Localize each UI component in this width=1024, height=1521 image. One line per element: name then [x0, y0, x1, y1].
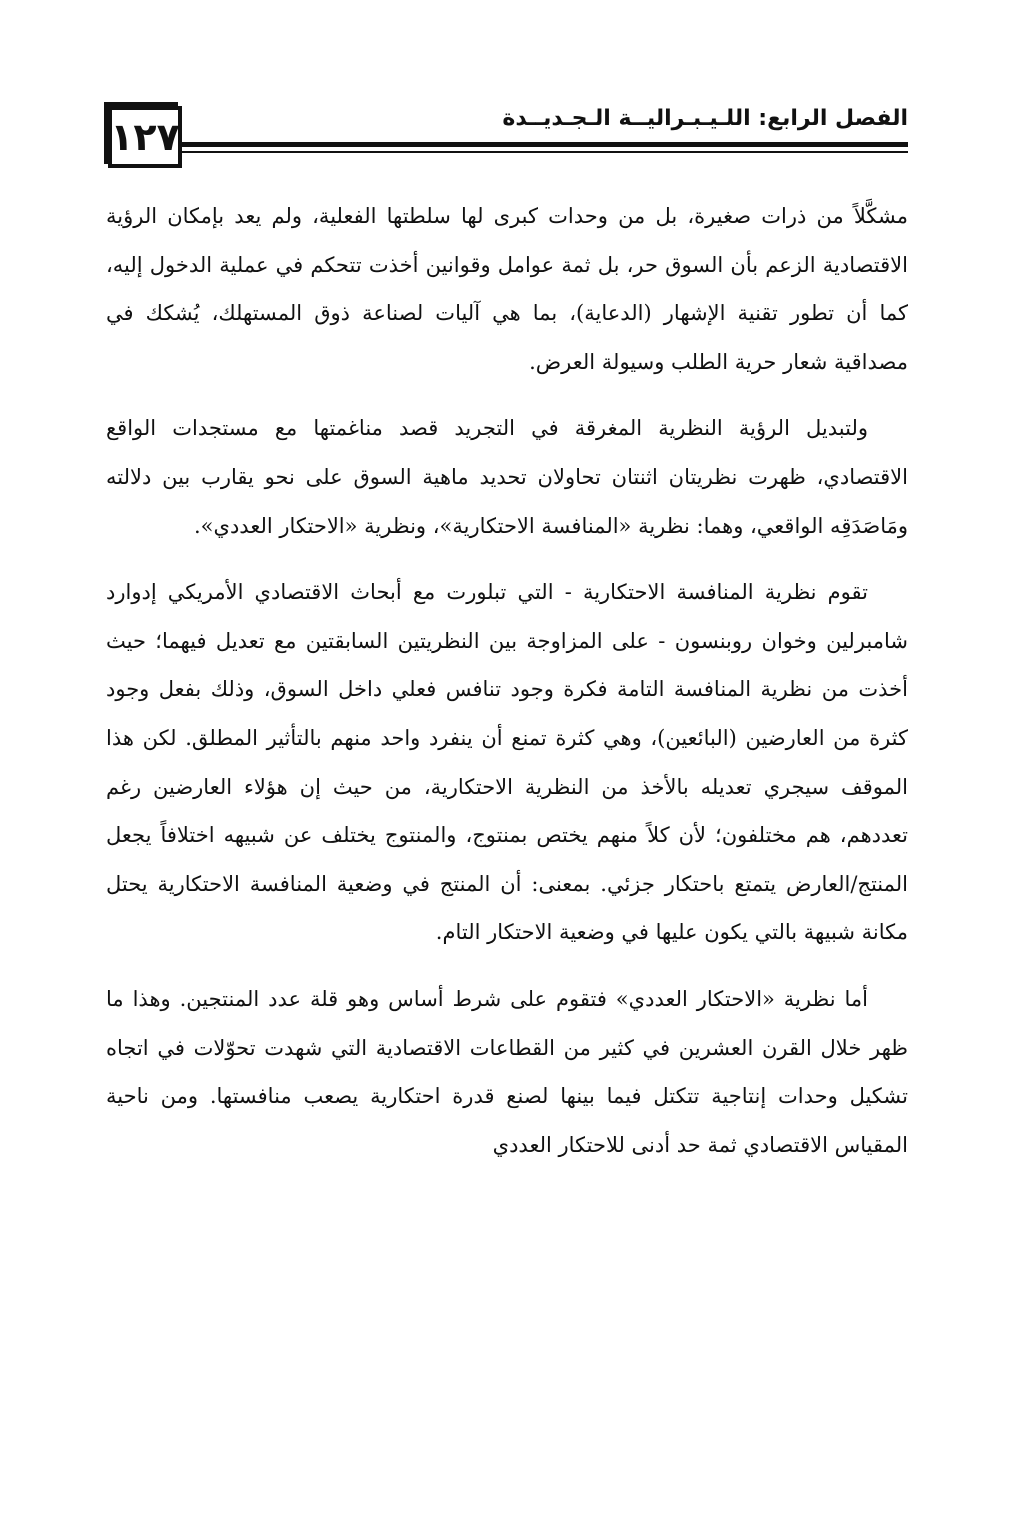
paragraph: أما نظرية «الاحتكار العددي» فتقوم على شرط أساس وهو قلة عدد المنتجين. وهذا ما ظهر خلال القرن العشرين في كثير من القطاعات الاقتصادية التي شهدت تحوّلات في اتجاه تشكيل وحدات إنتاجية تتكتل فيما بينها لصنع قدرة احتكارية يصعب منافستها. ومن ناحية المقياس الاقتصادي ثمة حد أدنى للاحتكار العددي [106, 986, 909, 1157]
page-number: ١٢٧ [108, 106, 182, 168]
paragraph: مشكَّلاً من ذرات صغيرة، بل من وحدات كبرى لها سلطتها الفعلية، ولم يعد بإمكان الرؤية الاقتصادية الزعم بأن السوق حر، بل ثمة عوامل وقوانين أخذت تتحكم في عملية الدخول إليه، كما أن تطور تقنية الإشهار (الدعاية)، بما هي آليات لصناعة ذوق المستهلك، يُشكك في مصداقية شعار حرية الطلب وسيولة العرض. [106, 204, 908, 374]
header-rule-thick [182, 142, 908, 147]
paragraph: تقوم نظرية المنافسة الاحتكارية - التي تبلورت مع أبحاث الاقتصادي الأمريكي إدوارد شامبرلين وخوان روبنسون - على المزاوجة بين النظريتين السابقتين مع تعديل فيهما؛ حيث أخذت من نظرية المنافسة التامة فكرة وجود تنافس فعلي داخل السوق، وذلك بفعل وجود كثرة من العارضين (البائعين)، وهي كثرة تمنع أن ينفرد واحد منهم بالتأثير المطلق. لكن هذا الموقف سيجري تعديله بالأخذ من النظرية الاحتكارية، من حيث إن هؤلاء العارضين رغم تعددهم، هم مختلفون؛ لأن كلاً منهم يختص بمنتوج، والمنتوج يختلف عن شبيهه اختلافاً يجعل المنتج/العارض يتمتع باحتكار جزئي. بمعنى: أن المنتج في وضعية المنافسة الاحتكارية يحتل مكانة شبيهة بالتي يكون عليها في وضعية الاحتكار التام. [106, 580, 908, 945]
page-header [108, 102, 908, 182]
page-body [106, 192, 908, 1169]
chapter-title: الفصل الرابع: اللـيـبـراليــة الـجـديــدة [502, 106, 908, 131]
header-rule-thin [182, 151, 908, 153]
paragraph: ولتبديل الرؤية النظرية المغرقة في التجريد قصد مناغمتها مع مستجدات الواقع الاقتصادي، ظهرت نظريتان اثنتان تحاولان تحديد ماهية السوق على نحو يقارب بين دلالته ومَاصَدَقِه الواقعي، وهما: نظرية «المنافسة الاحتكارية»، ونظرية «الاحتكار العددي». [106, 416, 908, 538]
